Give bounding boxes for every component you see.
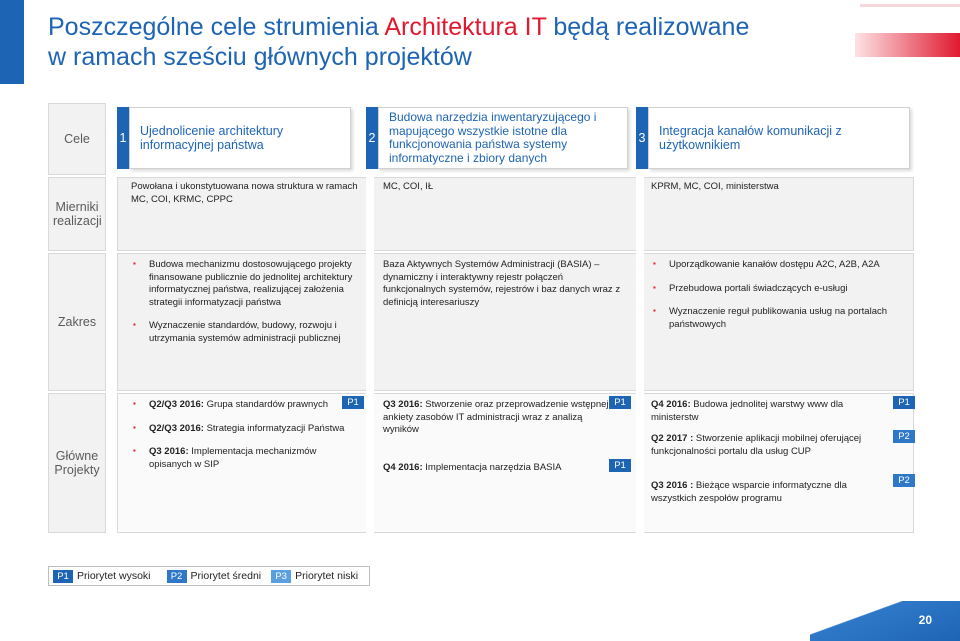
project-item: Q3 2016 : Bieżące wsparcie informatyczne dla wszystkich zespołów programu — [651, 480, 847, 504]
priority-tag: P1 — [609, 396, 631, 409]
goal-text: Ujednolicenie architektury informacyjnej państwa — [140, 124, 284, 152]
list-item: ▪ Budowa mechanizmu dostosowującego projekty finansowane publicznie do jednolitej architektury informatycznej państwa, realizującej założenia strategii informatyzacji państwa — [131, 259, 356, 309]
project-item: Q4 2016: Budowa jednolitej warstwy www dla ministerstw — [651, 399, 844, 423]
goal-box-2 — [378, 107, 628, 169]
legend-tag: P3 — [271, 570, 291, 583]
zakres-col3-list — [651, 259, 901, 342]
project-item: ▪ Q3 2016: Implementacja mechanizmów opisanych w SIP — [131, 446, 361, 471]
goal-number: 1 — [117, 107, 129, 169]
goal-box-1 — [129, 107, 351, 169]
priority-legend — [48, 566, 370, 586]
goal-text: Budowa narzędzia inwentaryzującego i mapującego wszystkie istotne dla funkcjonowania państwa systemy informatyczne i zbiory danych — [389, 110, 597, 165]
list-item: ▪ Przebudowa portali świadczących e-usługi — [651, 283, 901, 296]
project-item: Q2 2017 : Stworzenie aplikacji mobilnej oferującej funkcjonalności portalu dla usług CUP — [651, 433, 862, 457]
header-stripe — [855, 33, 960, 57]
projekty-col1-list — [131, 399, 361, 482]
legend-tag: P2 — [167, 570, 187, 583]
header-stripe — [860, 4, 960, 7]
priority-tag: P1 — [342, 396, 364, 409]
legend-tag: P1 — [53, 570, 73, 583]
list-item: ▪ Wyznaczenie standardów, budowy, rozwoju i utrzymania systemów administracji publicznej — [131, 320, 356, 345]
list-item: ▪ Uporządkowanie kanałów dostępu A2C, A2B, A2A — [651, 259, 901, 272]
row-label-cele: Cele — [48, 103, 106, 175]
goal-number: 2 — [366, 107, 378, 169]
column-divider — [366, 177, 374, 251]
project-item: Q4 2016: Implementacja narzędzia BASIA — [383, 462, 562, 473]
priority-tag: P1 — [893, 396, 915, 409]
project-item: Q3 2016: Stworzenie oraz przeprowadzenie wstępnej ankiety zasobów IT administracji wraz z analizą wyników — [383, 399, 609, 435]
goal-number: 3 — [636, 107, 648, 169]
page-number-background — [810, 601, 960, 641]
legend-label: Priorytet średni — [190, 570, 262, 582]
column-divider — [636, 393, 644, 533]
legend-label: Priorytet wysoki — [77, 570, 151, 582]
column-divider — [366, 253, 374, 391]
list-item: ▪ Wyznaczenie reguł publikowania usług na portalach państwowych — [651, 306, 901, 331]
column-divider — [636, 253, 644, 391]
column-divider — [636, 177, 644, 251]
mierniki-col2: MC, COI, IŁ — [383, 181, 434, 192]
priority-tag: P2 — [893, 430, 915, 443]
project-item: ▪ Q2/Q3 2016: Strategia informatyzacji Państwa — [131, 423, 361, 436]
mierniki-col3: KPRM, MC, COI, ministerstwa — [651, 181, 779, 192]
page-title: Poszczególne cele strumienia Architektura IT będą realizowane w ramach sześciu głównych projektów — [48, 13, 750, 71]
zakres-col1-list — [131, 259, 356, 356]
header-accent-bar — [0, 0, 24, 84]
priority-tag: P2 — [893, 474, 915, 487]
page-number: 20 — [918, 613, 932, 627]
goal-text: Integracja kanałów komunikacji z użytkownikiem — [659, 124, 842, 152]
row-label-mierniki: Mierniki realizacji — [48, 177, 106, 251]
mierniki-col1: Powołana i ukonstytuowana nowa struktura w ramach MC, COI, KRMC, CPPC — [131, 181, 358, 205]
priority-tag: P1 — [609, 459, 631, 472]
column-divider — [366, 393, 374, 533]
zakres-col2: Baza Aktywnych Systemów Administracji (BASIA) – dynamiczny i interaktywny rejestr połączeń funkcjonalnych systemów, rejestrów i baz danych wraz z definicją interesariuszy — [383, 259, 621, 308]
goal-box-3 — [648, 107, 910, 169]
row-label-projekty: Główne Projekty — [48, 393, 106, 533]
project-item: ▪ Q2/Q3 2016: Grupa standardów prawnych — [131, 399, 361, 412]
row-label-zakres: Zakres — [48, 253, 106, 391]
legend-label: Priorytet niski — [295, 570, 359, 582]
